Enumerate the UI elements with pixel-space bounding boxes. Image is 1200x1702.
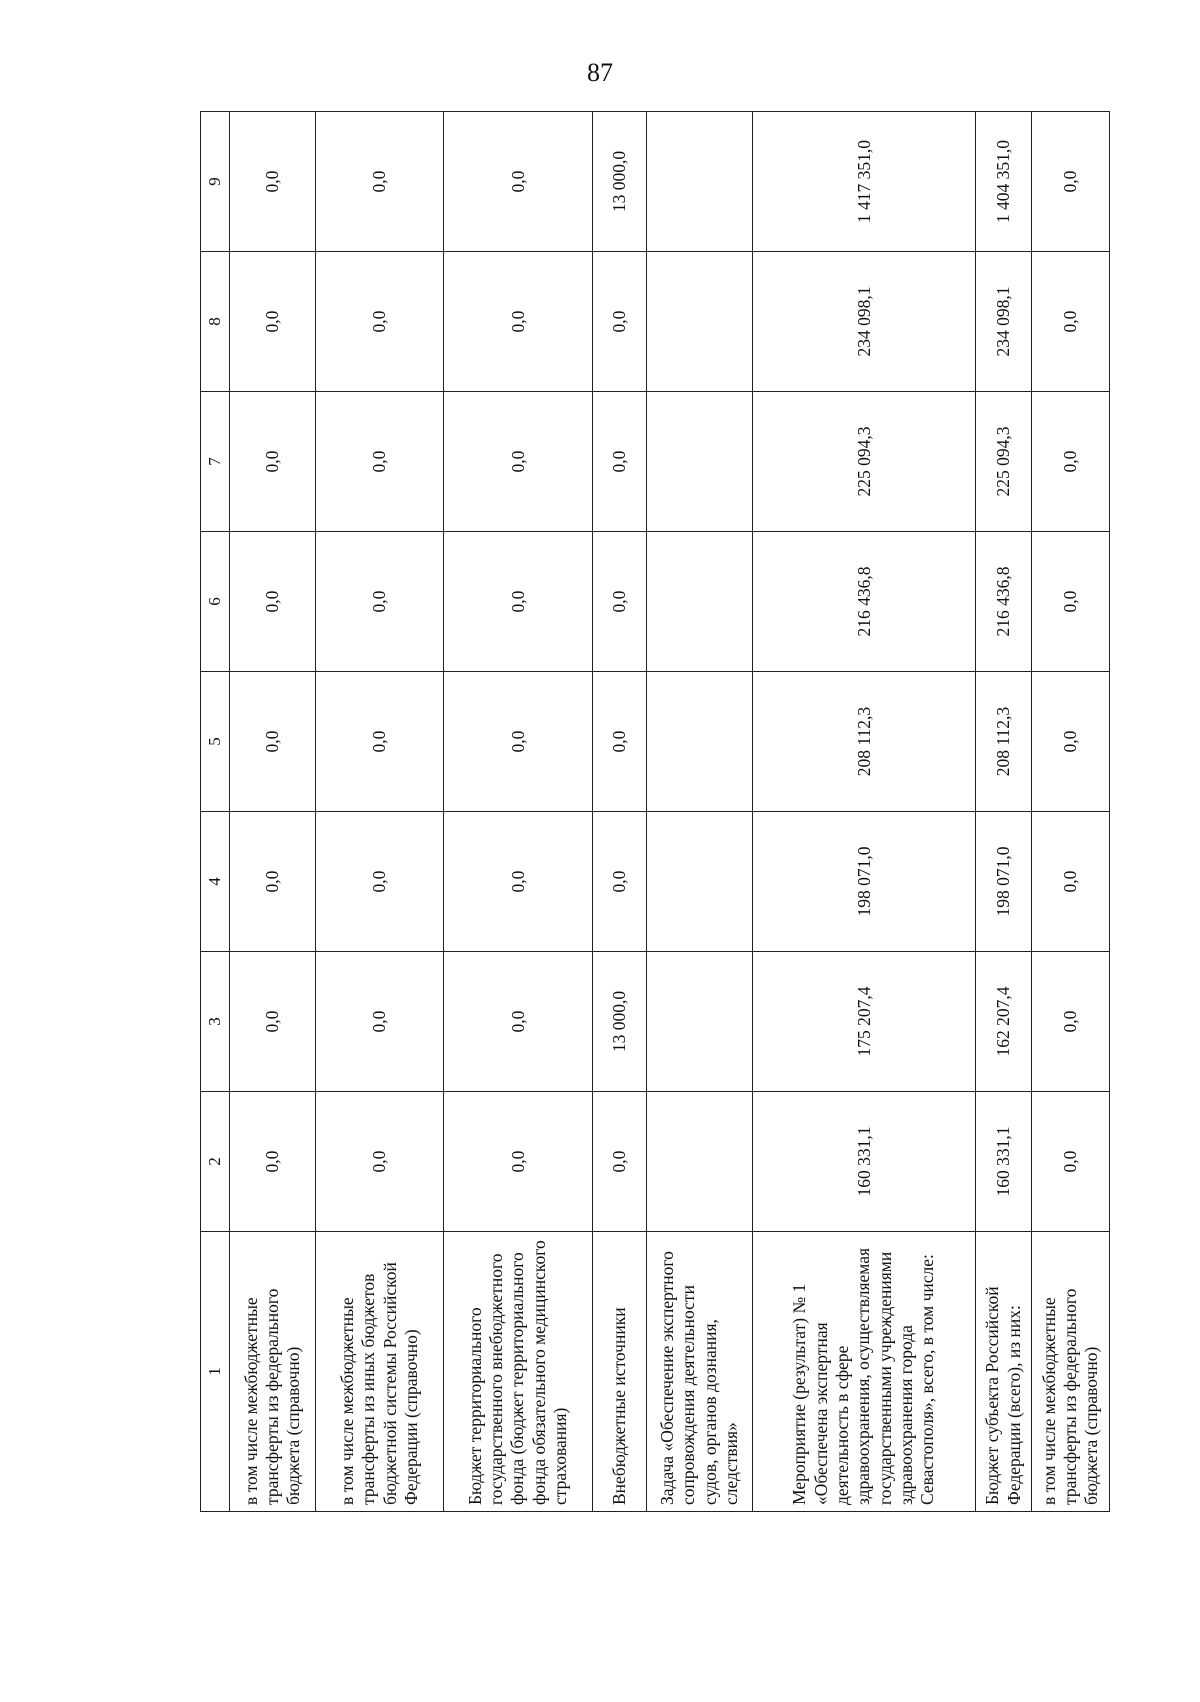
table-cell: 0,0	[1032, 532, 1110, 672]
table-cell: 0,0	[230, 252, 316, 392]
table-cell	[647, 1092, 753, 1232]
table-cell: 0,0	[316, 952, 444, 1092]
table-row	[593, 112, 647, 1512]
column-number-row	[201, 112, 230, 1512]
table-cell	[647, 532, 753, 672]
table-cell: 0,0	[1032, 392, 1110, 532]
table-cell: 0,0	[593, 672, 647, 812]
table-cell: 0,0	[316, 112, 444, 252]
table-cell: 0,0	[444, 952, 593, 1092]
table-cell: 0,0	[444, 392, 593, 532]
table-cell	[647, 252, 753, 392]
table-cell: 216 436,8	[975, 532, 1031, 672]
table-cell: 208 112,3	[975, 672, 1031, 812]
table-row	[316, 112, 444, 1512]
table-cell: 0,0	[444, 1092, 593, 1232]
table-cell: 208 112,3	[753, 672, 976, 812]
table-row	[230, 112, 316, 1512]
row-label: в том числе межбюджетные трансферты из иных бюджетов бюджетной системы Российской Федерации (справочно)	[316, 1232, 444, 1512]
table-cell: 225 094,3	[975, 392, 1031, 532]
table-row	[975, 112, 1031, 1512]
table-cell: 160 331,1	[753, 1092, 976, 1232]
row-label: Мероприятие (результат) № 1 «Обеспечена экспертная деятельность в сфере здравоохранения, осуществляемая государственными учреждениями здравоохранения города Севастополя», всего, в том числе:	[753, 1232, 976, 1512]
table-cell: 0,0	[230, 392, 316, 532]
table-cell: 0,0	[230, 112, 316, 252]
table-cell: 1 404 351,0	[975, 112, 1031, 252]
table-cell: 0,0	[230, 952, 316, 1092]
table-cell: 13 000,0	[593, 952, 647, 1092]
column-header: 7	[201, 392, 230, 532]
column-header: 3	[201, 952, 230, 1092]
table-container	[200, 112, 1110, 1512]
table-cell: 234 098,1	[975, 252, 1031, 392]
table-cell: 0,0	[444, 532, 593, 672]
table-cell	[647, 672, 753, 812]
table-cell: 0,0	[316, 392, 444, 532]
table-cell: 0,0	[230, 1092, 316, 1232]
table-cell: 0,0	[230, 532, 316, 672]
table-cell: 0,0	[1032, 812, 1110, 952]
table-cell: 0,0	[1032, 672, 1110, 812]
table-cell: 0,0	[593, 1092, 647, 1232]
table-cell: 198 071,0	[975, 812, 1031, 952]
table-cell: 0,0	[444, 112, 593, 252]
column-header: 4	[201, 812, 230, 952]
row-label: в том числе межбюджетные трансферты из федерального бюджета (справочно)	[1032, 1232, 1110, 1512]
column-header: 2	[201, 1092, 230, 1232]
table-cell: 0,0	[1032, 112, 1110, 252]
table-cell: 0,0	[593, 812, 647, 952]
column-header: 6	[201, 532, 230, 672]
table-cell	[647, 112, 753, 252]
budget-table	[200, 111, 1110, 1512]
table-cell: 234 098,1	[753, 252, 976, 392]
table-cell	[647, 812, 753, 952]
table-cell: 0,0	[316, 1092, 444, 1232]
page-number: 87	[587, 58, 613, 87]
table-row	[444, 112, 593, 1512]
table-cell: 0,0	[444, 812, 593, 952]
table-row	[1032, 112, 1110, 1512]
row-label: Задача «Обеспечение экспертного сопровождения деятельности судов, органов дознания, следствия»	[647, 1232, 753, 1512]
row-label: в том числе межбюджетные трансферты из федерального бюджета (справочно)	[230, 1232, 316, 1512]
table-cell: 0,0	[593, 532, 647, 672]
table-cell: 0,0	[316, 252, 444, 392]
row-label: Внебюджетные источники	[593, 1232, 647, 1512]
table-cell: 1 417 351,0	[753, 112, 976, 252]
table-cell: 216 436,8	[753, 532, 976, 672]
table-cell: 0,0	[1032, 1092, 1110, 1232]
table-cell: 0,0	[1032, 252, 1110, 392]
table-cell: 0,0	[593, 252, 647, 392]
table-row	[753, 112, 976, 1512]
table-cell: 0,0	[444, 672, 593, 812]
table-cell	[647, 952, 753, 1092]
table-cell: 162 207,4	[975, 952, 1031, 1092]
column-header: 1	[201, 1232, 230, 1512]
table-cell: 225 094,3	[753, 392, 976, 532]
table-cell: 0,0	[444, 252, 593, 392]
table-cell: 0,0	[316, 672, 444, 812]
column-header: 9	[201, 112, 230, 252]
table-row	[647, 112, 753, 1512]
column-header: 8	[201, 252, 230, 392]
table-cell: 0,0	[593, 392, 647, 532]
table-cell: 0,0	[316, 532, 444, 672]
row-label: Бюджет субъекта Российской Федерации (всего), из них:	[975, 1232, 1031, 1512]
column-header: 5	[201, 672, 230, 812]
table-cell: 175 207,4	[753, 952, 976, 1092]
table-cell: 160 331,1	[975, 1092, 1031, 1232]
table-cell	[647, 392, 753, 532]
table-cell: 0,0	[230, 812, 316, 952]
row-label: Бюджет территориального государственного внебюджетного фонда (бюджет территориального фонда обязательного медицинского страхования)	[444, 1232, 593, 1512]
table-cell: 198 071,0	[753, 812, 976, 952]
table-cell: 0,0	[230, 672, 316, 812]
table-cell: 0,0	[316, 812, 444, 952]
table-cell: 13 000,0	[593, 112, 647, 252]
table-cell: 0,0	[1032, 952, 1110, 1092]
